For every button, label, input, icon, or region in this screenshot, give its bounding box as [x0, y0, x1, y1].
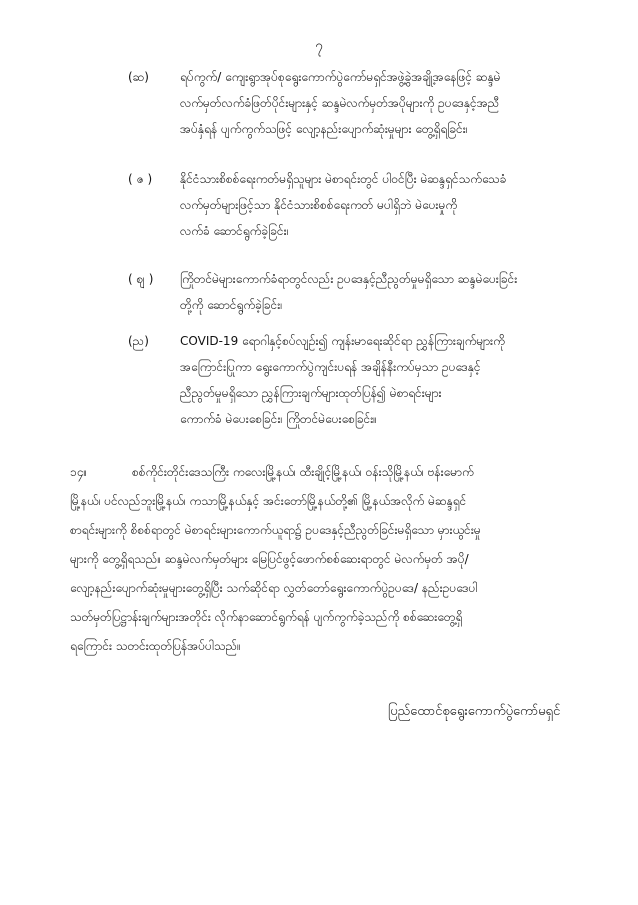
paragraph-line: ရကြောင်း သတင်းထုတ်ပြန်အပ်ပါသည်။	[70, 639, 241, 653]
item-text	[180, 64, 592, 142]
paragraph-line: များကို တွေ့ရှိရသည်။ ဆန္ဒမဲလက်မှတ်များ မြေပြင်ဖွင့်ဖောက်စစ်ဆေးရာတွင် မဲလက်မှတ် အပို/	[70, 552, 469, 566]
item-text	[180, 266, 592, 318]
paragraph-line: လျော့နည်းပျောက်ဆုံးမှုများတွေ့ရှိပြီး သက်ဆိုင်ရာ လွှတ်တော်ရွေးကောက်ပွဲဥပဒေ/ နည်းဥပဒေပါ	[70, 581, 478, 595]
item-line: အကြောင်းပြုကာ ရွေးကောက်ပွဲကျင်းပရန် အချိန်နီးကပ်မှသာ ဥပဒေနှင့်	[180, 360, 481, 374]
paragraph-line: သတ်မှတ်ပြဋ္ဌာန်းချက်များအတိုင်း လိုက်နာဆောင်ရွက်ရန် ပျက်ကွက်ခဲ့သည်ကို စစ်ဆေးတွေ့ရှိ	[70, 610, 463, 624]
item-marker: ( ဇ )	[128, 172, 153, 186]
body-paragraph	[70, 458, 594, 668]
paragraph-number: ၁၄။	[70, 465, 88, 479]
paragraph-line: မြို့နယ်၊ ပင်လည်ဘူးမြို့နယ်၊ ကသာမြို့နယ်နှင့် အင်းတော်မြို့နယ်တို့၏ မြို့နယ်အလိုက် မဲဆန္ဒရှင်	[70, 494, 467, 508]
item-line: COVID-19 ရောဂါနှင့်စပ်လျဉ်း၍ ကျန်းမာရေးဆိုင်ရာ ညွှန်ကြားချက်များကို	[180, 334, 505, 348]
list-item	[128, 64, 593, 144]
item-line: လက်ခံ ဆောင်ရွက်ခဲ့ခြင်း၊	[180, 224, 289, 238]
page-number: ၇	[315, 38, 323, 54]
item-line: ရပ်ကွက်/ ကျေးရွာအုပ်စုရွေးကောက်ပွဲကော်မရှင်အဖွဲ့ခွဲအချို့အနေဖြင့် ဆန္ဒမဲ	[180, 70, 501, 84]
list-item	[128, 166, 593, 246]
item-line: ညီညွတ်မှုမရှိသော ညွှန်ကြားချက်များထုတ်ပြန်၍ မဲစာရင်းများ	[180, 386, 442, 400]
item-line: ကောက်ခံ မဲပေးစေခြင်း၊ ကြိုတင်မဲပေးစေခြင်း။	[180, 412, 377, 426]
signature-block: ပြည်ထောင်စုရွေးကောက်ပွဲကော်မရှင်	[388, 704, 561, 719]
list-item	[128, 266, 593, 320]
item-marker: (ဆ)	[128, 70, 149, 84]
paragraph-first-line: စစ်ကိုင်းတိုင်းဒေသကြီး ကလေးမြို့နယ်၊ ထီးချိုင့်မြို့နယ်၊ ဝန်းသိုမြို့နယ်၊ ဗန်းမောက်	[132, 465, 474, 479]
item-marker: ( ဈ )	[128, 272, 154, 286]
item-line: အပ်နှံရန် ပျက်ကွက်သဖြင့် လျော့နည်းပျောက်ဆုံးမှုများ တွေ့ရှိရခြင်း၊	[180, 122, 468, 136]
item-line: တို့ကို ဆောင်ရွက်ခဲ့ခြင်း၊	[180, 298, 283, 312]
paragraph-line	[70, 458, 594, 487]
paragraph-line: စာရင်းများကို စိစစ်ရာတွင် မဲစာရင်းများကောက်ယူရာ၌ ဥပဒေနှင့်ညီညွတ်ခြင်းမရှိသော မှားယွင်းမှု	[70, 523, 481, 537]
item-line: လက်မှတ်များဖြင့်သာ နိုင်ငံသားစိစစ်ရေးကတ် မပါရှိဘဲ မဲပေးမှုကို	[180, 198, 458, 212]
item-line: လက်မှတ်လက်ခံဖြတ်ပိုင်းများနှင့် ဆန္ဒမဲလက်မှတ်အပိုများကို ဥပဒေနှင့်အညီ	[180, 96, 500, 110]
item-marker: (ည)	[128, 334, 149, 348]
item-line: ကြိုတင်မဲများကောက်ခံရာတွင်လည်း ဥပဒေနှင့်ညီညွတ်မှုမရှိသော ဆန္ဒမဲပေးခြင်း	[180, 272, 518, 286]
item-text	[180, 166, 592, 244]
item-text	[180, 328, 592, 432]
item-line: နိုင်ငံသားစိစစ်ရေးကတ်မရှိသူများ မဲစာရင်းတွင် ပါဝင်ပြီး မဲဆန္ဒရှင်သက်သေခံ	[180, 172, 507, 186]
list-item	[128, 328, 593, 434]
